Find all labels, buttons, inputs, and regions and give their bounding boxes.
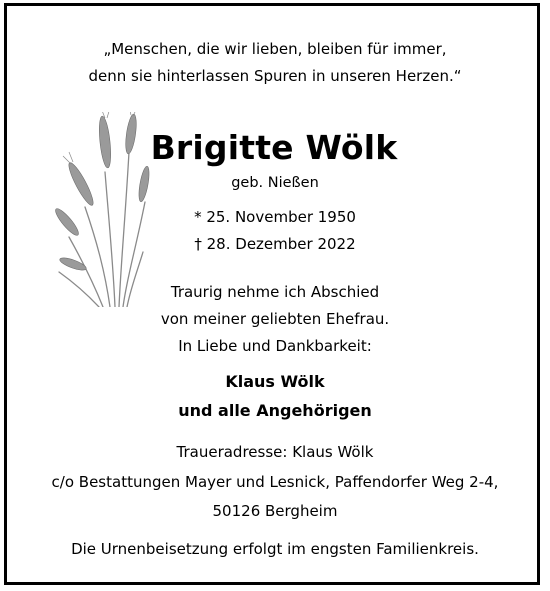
message-line-3: In Liebe und Dankbarkeit: — [178, 337, 372, 355]
message-line-2: von meiner geliebten Ehefrau. — [160, 310, 390, 328]
address-line-1: Traueradresse: Klaus Wölk — [176, 443, 374, 461]
maiden-name: geb. Nießen — [231, 175, 319, 191]
address-line-2: c/o Bestattungen Mayer und Lesnick, Paffendorfer Weg 2-4, — [51, 473, 499, 491]
deceased-name: Brigitte Wölk — [150, 128, 398, 167]
mourner-name: Klaus Wölk — [225, 372, 325, 391]
death-date: † 28. Dezember 2022 — [194, 235, 356, 253]
funeral-note: Die Urnenbeisetzung erfolgt im engsten Familienkreis. — [71, 540, 479, 558]
message-line-1: Traurig nehme ich Abschied — [170, 283, 380, 301]
address-line-3: 50126 Bergheim — [212, 502, 338, 520]
birth-date: * 25. November 1950 — [194, 208, 356, 226]
quote-line-1: „Menschen, die wir lieben, bleiben für immer, — [103, 40, 447, 58]
quote-line-2: denn sie hinterlassen Spuren in unseren Herzen.“ — [88, 67, 462, 85]
mourner-relatives: und alle Angehörigen — [178, 401, 372, 420]
